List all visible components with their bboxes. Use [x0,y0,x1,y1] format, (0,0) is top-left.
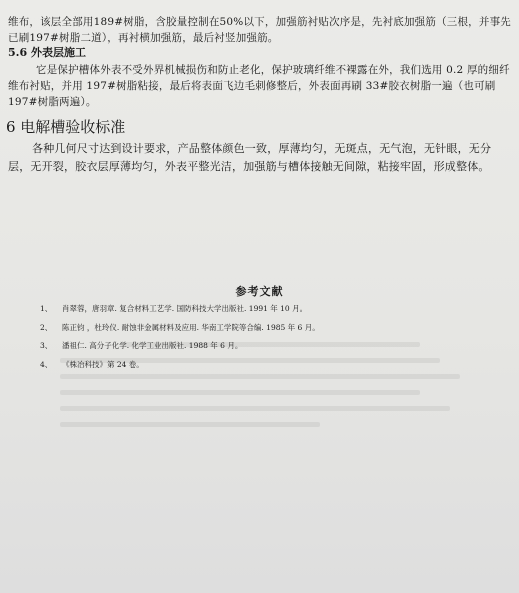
references-list [40,303,500,377]
reference-number: 1、 [40,304,53,313]
reference-text: 肖翠蓉，唐羽章. 复合材料工艺学. 国防科技大学出版社. 1991 年 10 月。 [62,304,308,313]
reference-item [40,322,500,334]
reference-number: 4、 [40,359,53,369]
references-title: 参考文献 [235,285,284,298]
section-5-6-text: 它是保护槽体外表不受外界机械损伤和防止老化，保护玻璃纤维不裸露在外，我们选用 0.2 厚的细纤维布衬贴，并用 197#树脂粘接，最后将表面飞边毛刺修整后，外表面再刷 33#胶衣树脂一遍（也可刷 197#树脂两遍）。 [8,64,510,108]
section-5-6-heading: 5.6 外表层施工 [8,46,86,59]
section-6-heading: 6 电解槽验收标准 [6,118,126,136]
reference-item [40,340,500,352]
reference-text: 陈正钧 ，杜玲仪. 耐蚀非金属材料及应用. 华南工学院等合编. 1985 年 6 月。 [62,322,320,332]
reference-number: 3、 [40,341,53,350]
reference-number: 2、 [40,322,53,332]
reference-item [40,359,500,371]
body-paragraph: 维布，该层全部用189#树脂，含胶量控制在50%以下，加强筋衬贴次序是，先衬底加强筋（三根，并事先已刷197#树脂二道），再衬横加强筋，最后衬竖加强筋。 [8,16,511,44]
reference-text: 潘祖仁. 高分子化学. 化学工业出版社. 1988 年 6 月。 [62,341,243,350]
reference-item [40,303,500,315]
section-6-text: 各种几何尺寸达到设计要求，产品整体颜色一致，厚薄均匀，无斑点，无气泡，无针眼，无分层，无开裂，胶衣层厚薄均匀，外表平整光洁，加强筋与槽体接触无间隙，粘接牢固，形成整体。 [8,142,492,173]
reference-text: 《株冶科技》第 24 卷。 [62,359,144,369]
